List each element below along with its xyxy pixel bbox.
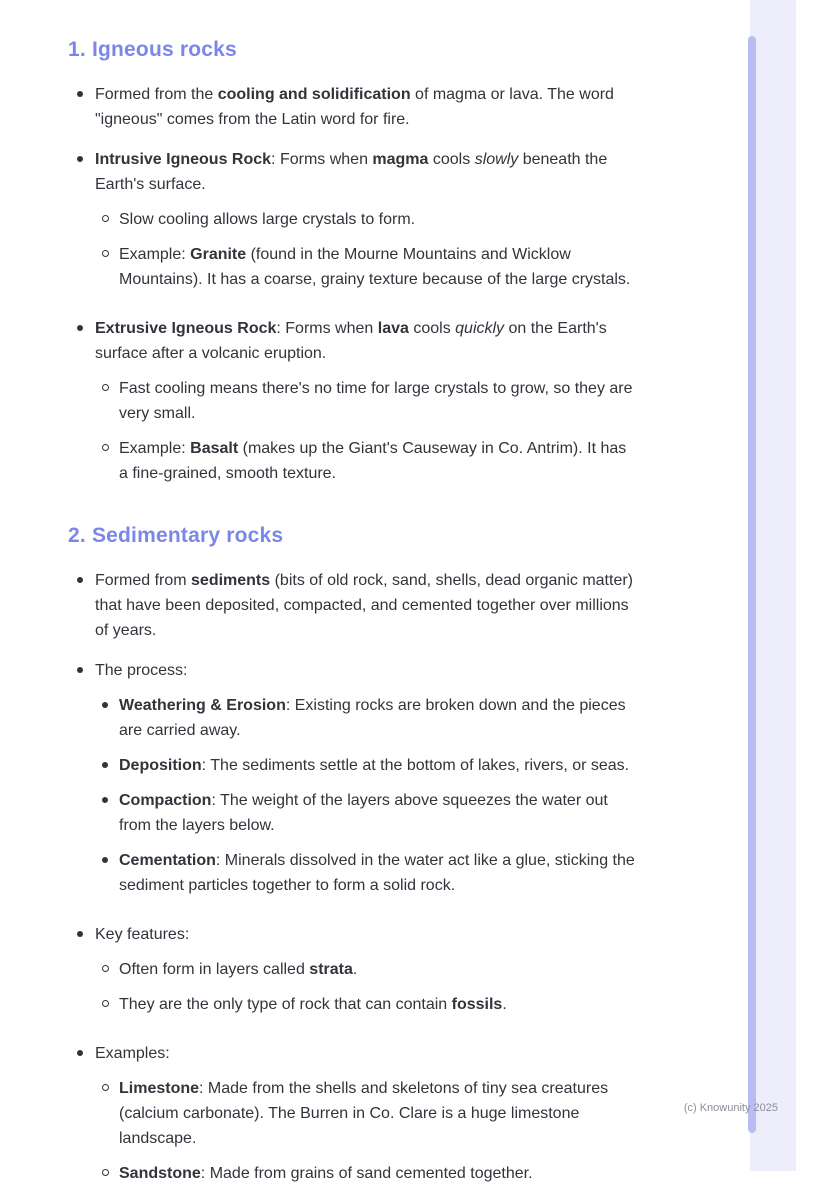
list-item (68, 82, 636, 132)
bullet-icon (77, 91, 83, 97)
list-item (93, 1076, 636, 1151)
item-text: Example: Basalt (makes up the Giant's Causeway in Co. Antrim). It has a fine-grained, smooth texture. (119, 440, 627, 482)
footer-credit: (c) Knowunity 2025 (683, 1102, 778, 1114)
bullet-icon (102, 857, 108, 863)
bullet-icon (102, 384, 109, 391)
bullet-icon (102, 797, 108, 803)
item-text: Formed from sediments (bits of old rock, sand, shells, dead organic matter) that have been deposited, compacted, and cemented together over millions of years. (95, 572, 633, 639)
item-text: Slow cooling allows large crystals to form. (119, 211, 416, 228)
item-text: Key features: (95, 926, 190, 943)
list-item (93, 693, 636, 743)
bullet-icon (77, 931, 83, 937)
list-item (93, 436, 636, 486)
item-text: Often form in layers called strata. (119, 961, 358, 978)
bullet-icon (102, 1084, 109, 1091)
list-item (93, 242, 636, 292)
list-item (68, 922, 636, 947)
list-item (93, 1161, 636, 1186)
item-text: Formed from the cooling and solidification of magma or lava. The word "igneous" comes from the Latin word for fire. (95, 86, 614, 128)
item-text: The process: (95, 662, 188, 679)
item-text: Extrusive Igneous Rock: Forms when lava cools quickly on the Earth's surface after a volcanic eruption. (95, 320, 607, 362)
item-text: Compaction: The weight of the layers above squeezes the water out from the layers below. (119, 792, 608, 834)
scrollbar-thumb[interactable] (748, 36, 756, 1133)
bullet-icon (77, 667, 83, 673)
section-title: 2. Sedimentary rocks (68, 524, 284, 547)
list-item (68, 1041, 636, 1066)
bullet-icon (102, 1169, 109, 1176)
list-item (93, 207, 636, 232)
item-text: Limestone: Made from the shells and skeletons of tiny sea creatures (calcium carbonate). The Burren in Co. Clare is a huge limestone landscape. (119, 1080, 609, 1147)
list-item (93, 957, 636, 982)
list-item (93, 788, 636, 838)
bullet-icon (102, 444, 109, 451)
list-item (93, 753, 636, 778)
bullet-icon (102, 965, 109, 972)
item-text: Cementation: Minerals dissolved in the water act like a glue, sticking the sediment particles together to form a solid rock. (119, 852, 635, 894)
bullet-icon (102, 250, 109, 257)
section-title: 1. Igneous rocks (68, 38, 237, 61)
bullet-icon (102, 215, 109, 222)
list-item (93, 376, 636, 426)
document-content (68, 30, 636, 1186)
list-item (68, 568, 636, 643)
bullet-icon (77, 325, 83, 331)
item-text: Example: Granite (found in the Mourne Mountains and Wicklow Mountains). It has a coarse, grainy texture because of the large crystals. (119, 246, 631, 288)
bullet-icon (77, 577, 83, 583)
item-text: Sandstone: Made from grains of sand cemented together. (119, 1165, 533, 1182)
bullet-icon (102, 702, 108, 708)
list-item (68, 147, 636, 197)
item-text: Deposition: The sediments settle at the bottom of lakes, rivers, or seas. (119, 757, 630, 774)
side-strip (750, 0, 796, 1171)
item-text: Fast cooling means there's no time for large crystals to grow, so they are very small. (119, 380, 633, 422)
item-text: Examples: (95, 1045, 170, 1062)
list-item (93, 848, 636, 898)
list-item (68, 658, 636, 683)
item-text: They are the only type of rock that can contain fossils. (119, 996, 507, 1013)
item-text: Intrusive Igneous Rock: Forms when magma cools slowly beneath the Earth's surface. (95, 151, 608, 193)
bullet-icon (102, 1000, 109, 1007)
bullet-icon (77, 1050, 83, 1056)
bullet-icon (102, 762, 108, 768)
item-text: Weathering & Erosion: Existing rocks are broken down and the pieces are carried away. (119, 697, 626, 739)
list-item (93, 992, 636, 1017)
bullet-icon (77, 156, 83, 162)
list-item (68, 316, 636, 366)
